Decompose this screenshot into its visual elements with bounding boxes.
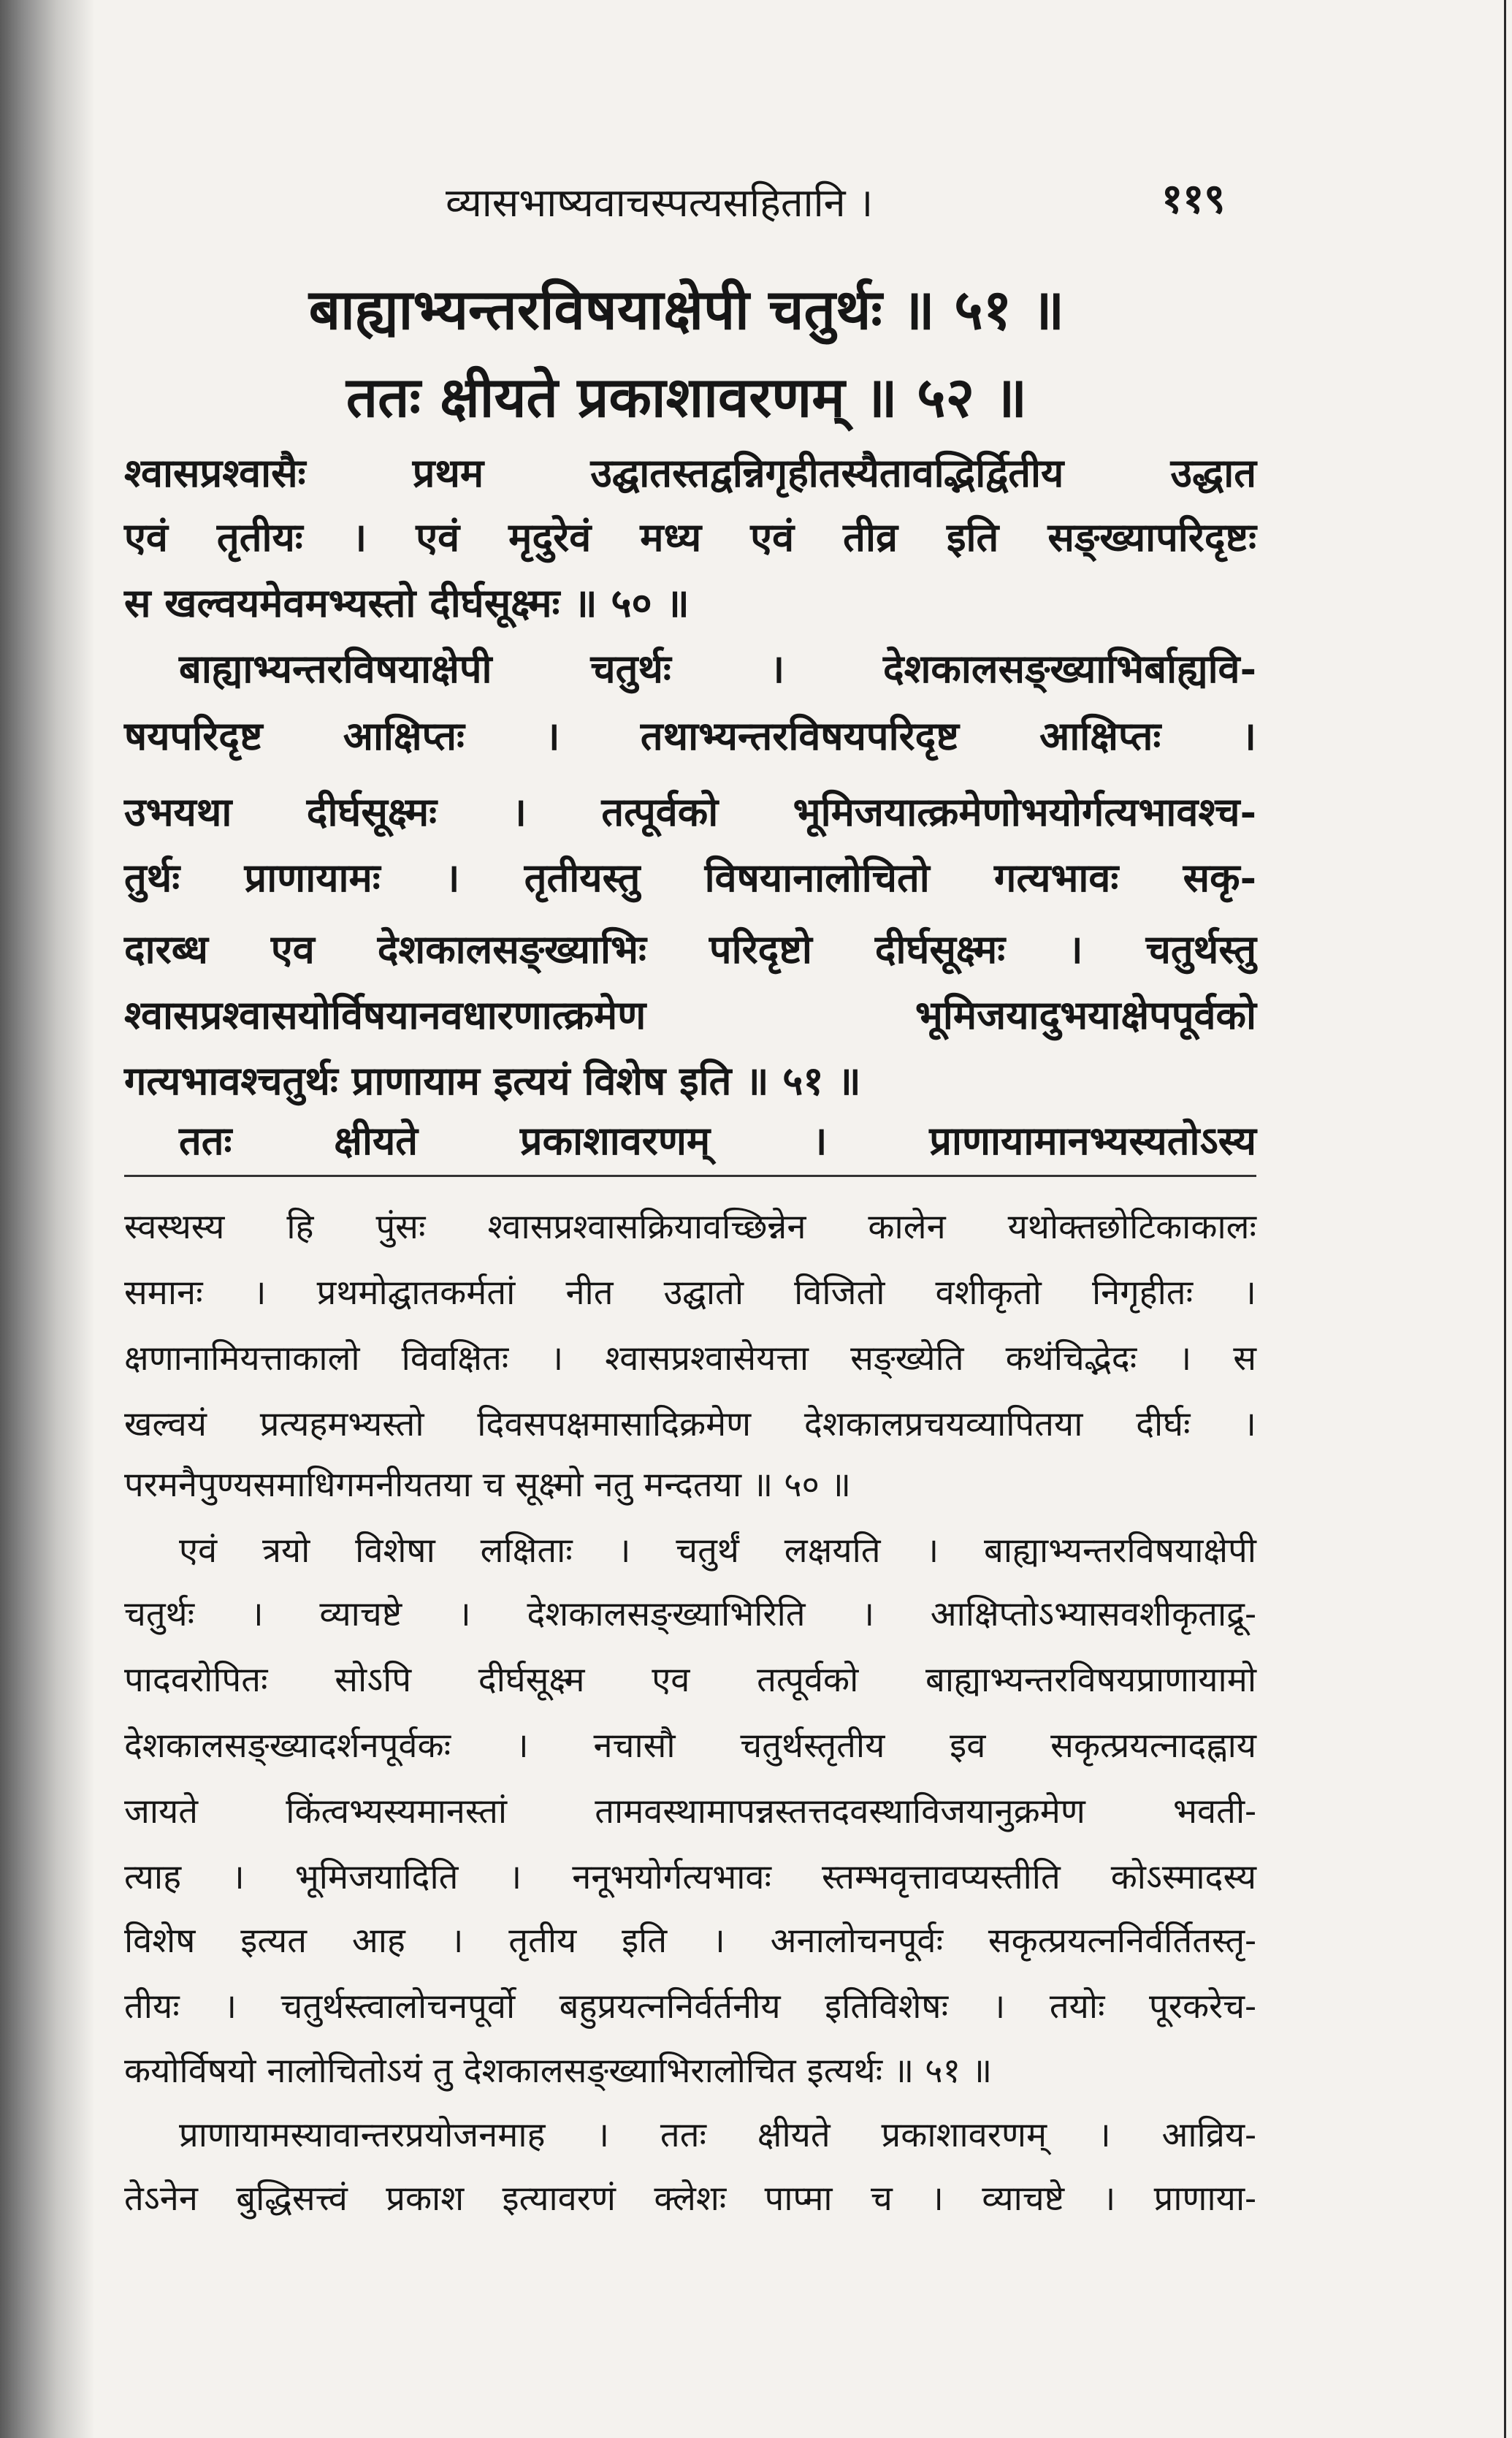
- page-edge-line: [1504, 0, 1506, 2438]
- bhashya-line: ततः क्षीयते प्रकाशावरणम् । प्राणायामानभ्यस्यतोऽस्य: [179, 1117, 1256, 1164]
- commentary-line: विशेष इत्यत आह । तृतीय इति । अनालोचनपूर्वः सकृत्प्रयत्ननिर्वर्तितस्तृ-: [124, 1921, 1256, 1961]
- commentary-line: पादवरोपितः सोऽपि दीर्घसूक्ष्म एव तत्पूर्वको बाह्याभ्यन्तरविषयप्राणायामो: [124, 1660, 1256, 1700]
- sutra-52: ततः क्षीयते प्रकाशावरणम् ॥ ५२ ॥: [345, 365, 1028, 430]
- commentary-line: जायते किंत्वभ्यस्यमानस्तां तामवस्थामापन्नस्तत्तदवस्थाविजयानुक्रमेण भवती-: [124, 1791, 1256, 1832]
- bhashya-line: एवं तृतीयः । एवं मृदुरेवं मध्य एवं तीव्र इति सङ्ख्यापरिदृष्टः: [124, 514, 1256, 560]
- commentary-line: खल्वयं प्रत्यहमभ्यस्तो दिवसपक्षमासादिक्रमेण देशकालप्रचयव्यापितया दीर्घः ।: [124, 1404, 1256, 1444]
- bhashya-line: षयपरिदृष्ट आक्षिप्तः । तथाभ्यन्तरविषयपरिदृष्ट आक्षिप्तः ।: [124, 712, 1256, 759]
- commentary-line: प्राणायामस्यावान्तरप्रयोजनमाह । ततः क्षीयते प्रकाशावरणम् । आव्रिय-: [179, 2115, 1256, 2155]
- sutra-51: बाह्याभ्यन्तरविषयाक्षेपी चतुर्थः ॥ ५१ ॥: [308, 277, 1065, 342]
- section-divider: [124, 1175, 1256, 1177]
- bhashya-line: बाह्याभ्यन्तरविषयाक्षेपी चतुर्थः । देशकालसङ्ख्याभिर्बाह्यवि-: [179, 645, 1256, 692]
- bhashya-line: श्वासप्रश्वासयोर्विषयानवधारणात्क्रमेण भूमिजयादुभयाक्षेपपूर्वको: [124, 991, 1256, 1038]
- running-header-title: व्यासभाष्यवाचस्पत्यसहितानि ।: [446, 180, 874, 226]
- commentary-line: त्याह । भूमिजयादिति । ननूभयोर्गत्यभावः स्तम्भवृत्तावप्यस्तीति कोऽस्मादस्य: [124, 1857, 1256, 1897]
- page-number: ११९: [1161, 175, 1226, 223]
- commentary-line: समानः । प्रथमोद्घातकर्मतां नीत उद्घातो विजितो वशीकृतो निगृहीतः ।: [124, 1273, 1256, 1313]
- commentary-line: तीयः । चतुर्थस्त्वालोचनपूर्वो बहुप्रयत्ननिर्वर्तनीय इतिविशेषः । तयोः पूरकरेच-: [124, 1986, 1256, 2027]
- commentary-line: एवं त्रयो विशेषा लक्षिताः । चतुर्थं लक्षयति । बाह्याभ्यन्तरविषयाक्षेपी: [179, 1531, 1256, 1571]
- book-spine-shadow: [0, 0, 95, 2438]
- commentary-line: देशकालसङ्ख्यादर्शनपूर्वकः । नचासौ चतुर्थस्तृतीय इव सकृत्प्रयत्नादह्नाय: [124, 1726, 1256, 1766]
- bhashya-line: श्वासप्रश्वासैः प्रथम उद्घातस्तद्वन्निगृहीतस्यैतावद्भिर्द्वितीय उद्धात: [124, 449, 1256, 496]
- commentary-line: चतुर्थः । व्याचष्टे । देशकालसङ्ख्याभिरिति । आक्षिप्तोऽभ्यासवशीकृताद्रू-: [124, 1594, 1256, 1634]
- commentary-line: स्वस्थस्य हि पुंसः श्वासप्रश्वासक्रियावच्छिन्नेन कालेन यथोक्तछोटिकाकालः: [124, 1207, 1256, 1247]
- bhashya-line: उभयथा दीर्घसूक्ष्मः । तत्पूर्वको भूमिजयात्क्रमेणोभयोर्गत्यभावश्च-: [124, 788, 1256, 835]
- commentary-line: क्षणानामियत्ताकालो विवक्षितः । श्वासप्रश्वासेयत्ता सङ्ख्येति कथंचिद्भेदः । स: [124, 1338, 1256, 1379]
- commentary-line: तेऽनेन बुद्धिसत्त्वं प्रकाश इत्यावरणं क्लेशः पाप्मा च । व्याचष्टे । प्राणाया-: [124, 2179, 1256, 2219]
- commentary-line: कयोर्विषयो नालोचितोऽयं तु देशकालसङ्ख्याभिरालोचित इत्यर्थः ॥ ५१ ॥: [124, 2051, 993, 2091]
- bhashya-line: गत्यभावश्चतुर्थः प्राणायाम इत्ययं विशेष इति ॥ ५१ ॥: [124, 1057, 861, 1104]
- commentary-line: परमनैपुण्यसमाधिगमनीयतया च सूक्ष्मो नतु मन्दतया ॥ ५० ॥: [124, 1465, 852, 1505]
- bhashya-line: स खल्वयमेवमभ्यस्तो दीर्घसूक्ष्मः ॥ ५० ॥: [124, 579, 690, 626]
- bhashya-line: दारब्ध एव देशकालसङ्ख्याभिः परिदृष्टो दीर्घसूक्ष्मः । चतुर्थस्तु: [124, 926, 1256, 972]
- bhashya-line: तुर्थः प्राणायामः । तृतीयस्तु विषयानालोचितो गत्यभावः सकृ-: [124, 854, 1256, 901]
